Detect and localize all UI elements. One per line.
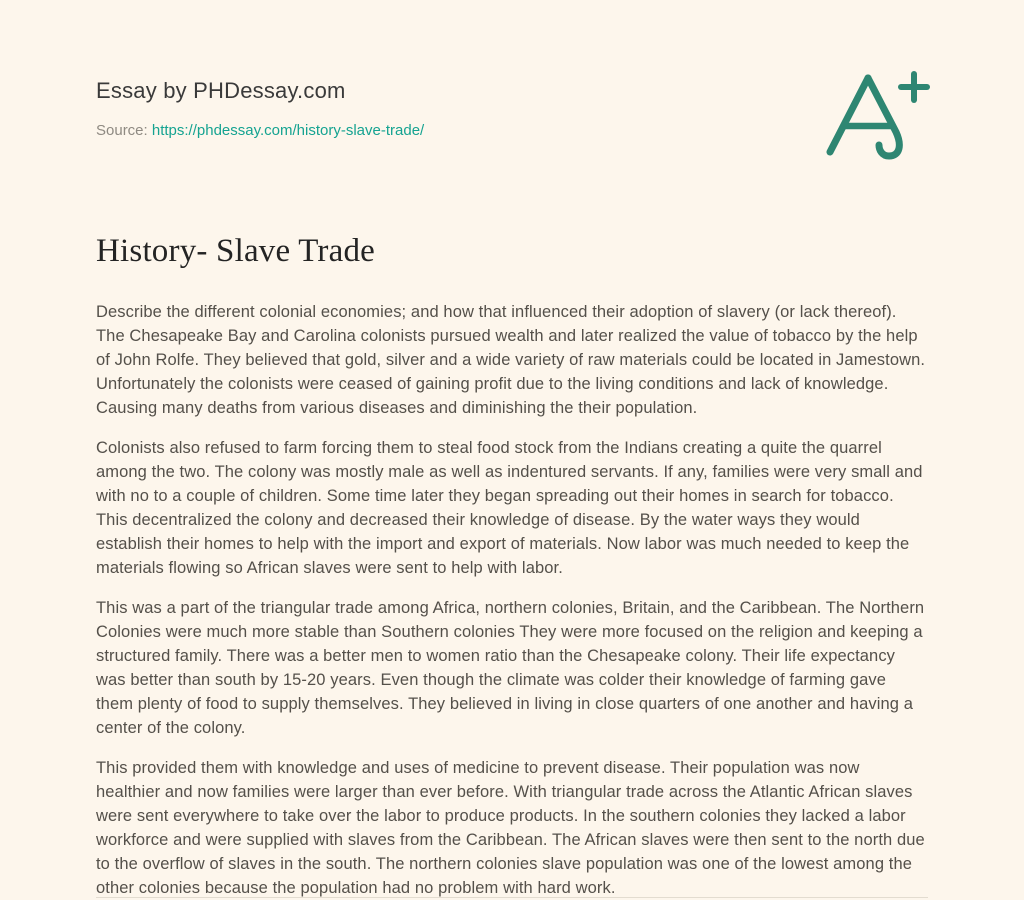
source-url-link[interactable]: https://phdessay.com/history-slave-trade/ <box>151 122 425 139</box>
page-header <box>96 78 926 165</box>
essay-page <box>96 0 926 900</box>
essay-paragraph: Colonists also refused to farm forcing them to steal food stock from the Indians creating a quite the quarrel among the two. The colony was mostly male as well as indentured servants. If any, families were very small and with no to a couple of children. Some time later they began spreading out their homes in search for tobacco. This decentralized the colony and decreased their knowledge of disease. By the water ways they would establish their homes to help with the import and export of materials. Now labor was much needed to keep the materials flowing so African slaves were sent to help with labor. <box>96 439 923 577</box>
essay-title: History- Slave Trade <box>96 233 375 269</box>
bottom-divider <box>96 897 928 898</box>
phdessay-a-plus-logo-icon <box>822 70 930 165</box>
source-line <box>96 122 424 139</box>
essay-paragraph: This provided them with knowledge and uses of medicine to prevent disease. Their population was now healthier and now families were larger than ever before. With triangular trade across the Atlantic African slaves were sent everywhere to take over the labor to produce products. In the southern colonies they lacked a labor workforce and were supplied with slaves from the Caribbean. The African slaves were then sent to the north due to the overflow of slaves in the south. The northern colonies slave population was one of the lowest among the other colonies because the population had no problem with hard work. <box>96 759 925 897</box>
source-label: Source: <box>96 122 148 139</box>
header-text-block <box>96 78 424 139</box>
essay-paragraph: Describe the different colonial economies; and how that influenced their adoption of slavery (or lack thereof). The Chesapeake Bay and Carolina colonists pursued wealth and later realized the value of tobacco by the help of John Rolfe. They believed that gold, silver and a wide variety of raw materials could be located in Jamestown. Unfortunately the colonists were ceased of gaining profit due to the living conditions and lack of knowledge. Causing many deaths from various diseases and diminishing the their population. <box>96 303 926 417</box>
essay-body <box>96 300 926 900</box>
essay-paragraph: This was a part of the triangular trade among Africa, northern colonies, Britain, and the Caribbean. The Northern Colonies were much more stable than Southern colonies They were more focused on the religion and keeping a structured family. There was a better men to women ratio than the Chesapeake colony. Their life expectancy was better than south by 15-20 years. Even though the climate was colder their knowledge of farming gave them plenty of food to supply themselves. They believed in living in close quarters of one another and having a center of the colony. <box>96 599 925 737</box>
essay-byline: Essay by PHDessay.com <box>96 78 346 103</box>
